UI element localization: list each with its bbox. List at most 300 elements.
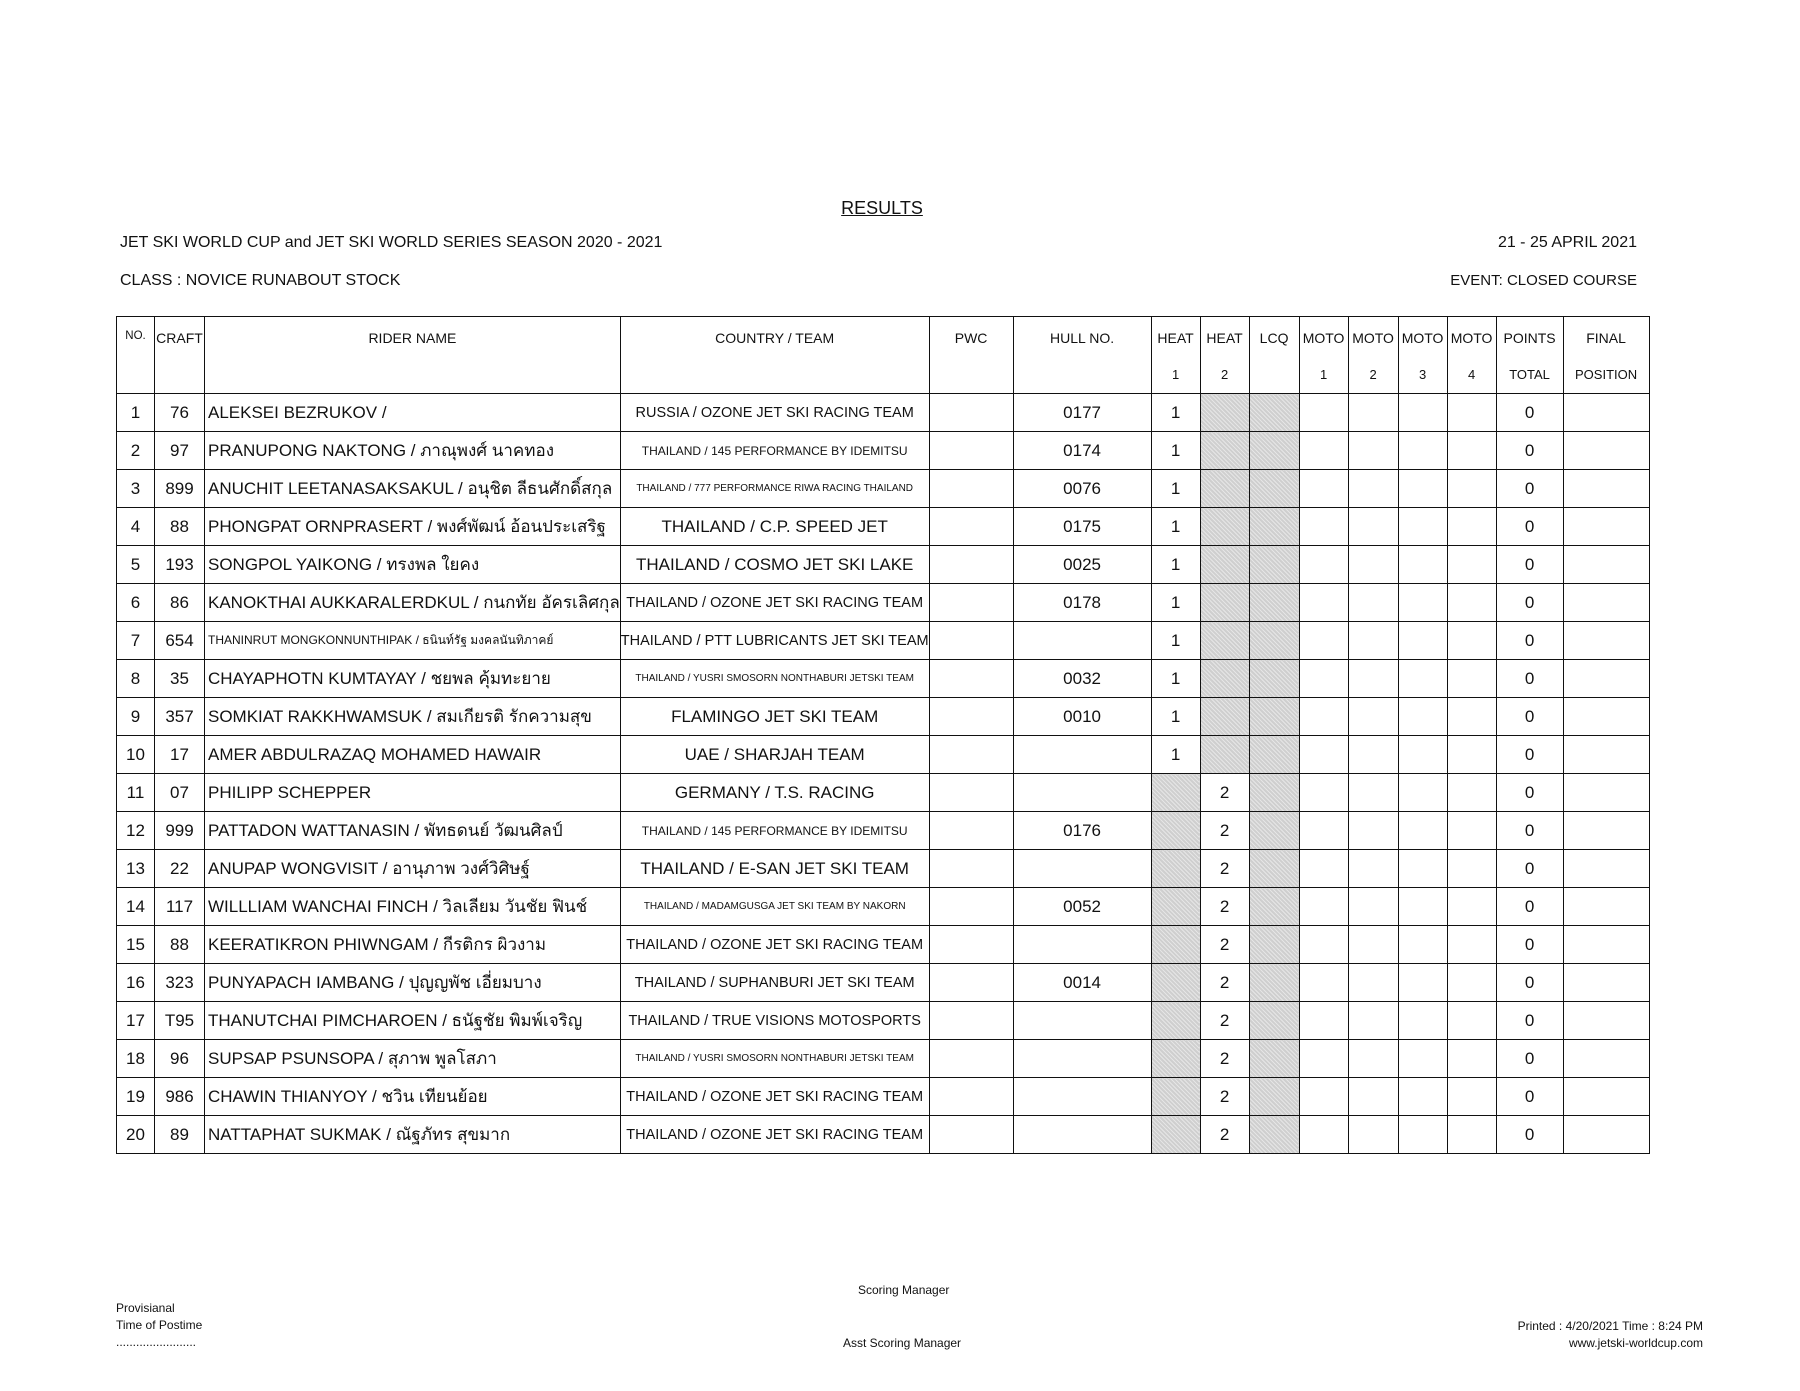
col-header-moto-1: MOTO 1 — [1299, 317, 1348, 394]
table-row — [117, 584, 1650, 622]
cell-no: 15 — [117, 926, 155, 964]
cell-craft: 117 — [155, 888, 205, 926]
results-table — [116, 316, 1650, 1154]
cell-moto-3 — [1398, 812, 1447, 850]
cell-no: 6 — [117, 584, 155, 622]
cell-moto-1 — [1299, 774, 1348, 812]
cell-rider-name: ALEKSEI BEZRUKOV / — [205, 394, 621, 432]
cell-lcq — [1249, 1078, 1299, 1116]
cell-lcq — [1249, 394, 1299, 432]
cell-final-position — [1563, 1040, 1649, 1078]
cell-craft: 323 — [155, 964, 205, 1002]
cell-final-position — [1563, 812, 1649, 850]
cell-pwc — [929, 660, 1013, 698]
cell-rider-name: SUPSAP PSUNSOPA / สุภาพ พูลโสภา — [205, 1040, 621, 1078]
cell-final-position — [1563, 470, 1649, 508]
cell-no: 18 — [117, 1040, 155, 1078]
cell-moto-1 — [1299, 698, 1348, 736]
cell-lcq — [1249, 432, 1299, 470]
cell-moto-4 — [1447, 698, 1496, 736]
cell-no: 4 — [117, 508, 155, 546]
col-header-country-team: COUNTRY / TEAM — [620, 317, 929, 394]
cell-moto-1 — [1299, 470, 1348, 508]
table-row — [117, 964, 1650, 1002]
cell-moto-4 — [1447, 1040, 1496, 1078]
cell-rider-name: NATTAPHAT SUKMAK / ณัฐภัทร สุขมาก — [205, 1116, 621, 1154]
cell-heat-2 — [1200, 508, 1249, 546]
table-row — [117, 850, 1650, 888]
cell-hull-no — [1013, 622, 1151, 660]
cell-heat-2 — [1200, 394, 1249, 432]
cell-moto-3 — [1398, 926, 1447, 964]
cell-lcq — [1249, 508, 1299, 546]
cell-moto-3 — [1398, 622, 1447, 660]
table-row — [117, 546, 1650, 584]
cell-country-team: THAILAND / MADAMGUSGA JET SKI TEAM BY NAKORN — [620, 888, 929, 926]
results-body — [117, 394, 1650, 1154]
cell-pwc — [929, 584, 1013, 622]
cell-moto-2 — [1348, 584, 1398, 622]
cell-rider-name: SOMKIAT RAKKHWAMSUK / สมเกียรติ รักความสุข — [205, 698, 621, 736]
cell-moto-1 — [1299, 1002, 1348, 1040]
cell-heat-2 — [1200, 546, 1249, 584]
cell-no: 20 — [117, 1116, 155, 1154]
cell-final-position — [1563, 964, 1649, 1002]
cell-heat-1: 1 — [1151, 470, 1200, 508]
event-type-label: EVENT: CLOSED COURSE — [1450, 272, 1637, 289]
cell-moto-2 — [1348, 698, 1398, 736]
cell-final-position — [1563, 850, 1649, 888]
cell-moto-3 — [1398, 660, 1447, 698]
cell-craft: 97 — [155, 432, 205, 470]
col-header-no: NO. — [117, 317, 155, 394]
cell-rider-name: PUNYAPACH IAMBANG / ปุญญพัช เอี่ยมบาง — [205, 964, 621, 1002]
cell-moto-4 — [1447, 964, 1496, 1002]
cell-final-position — [1563, 888, 1649, 926]
cell-country-team: FLAMINGO JET SKI TEAM — [620, 698, 929, 736]
table-row — [117, 1040, 1650, 1078]
cell-moto-1 — [1299, 584, 1348, 622]
cell-hull-no — [1013, 1002, 1151, 1040]
cell-final-position — [1563, 736, 1649, 774]
cell-no: 9 — [117, 698, 155, 736]
cell-craft: 999 — [155, 812, 205, 850]
cell-points-total: 0 — [1496, 964, 1563, 1002]
asst-scoring-manager-label: Asst Scoring Manager — [843, 1336, 962, 1350]
cell-country-team: THAILAND / OZONE JET SKI RACING TEAM — [620, 1116, 929, 1154]
cell-moto-4 — [1447, 888, 1496, 926]
printed-block — [1518, 1318, 1703, 1352]
cell-moto-1 — [1299, 888, 1348, 926]
cell-final-position — [1563, 660, 1649, 698]
cell-heat-2 — [1200, 622, 1249, 660]
cell-lcq — [1249, 926, 1299, 964]
cell-heat-1 — [1151, 964, 1200, 1002]
website-link: www.jetski-worldcup.com — [1568, 1336, 1703, 1350]
cell-moto-4 — [1447, 774, 1496, 812]
cell-moto-3 — [1398, 964, 1447, 1002]
signature-line: ........................ — [116, 1335, 197, 1349]
class-label: CLASS : NOVICE RUNABOUT STOCK — [120, 272, 401, 289]
cell-hull-no — [1013, 1078, 1151, 1116]
cell-pwc — [929, 888, 1013, 926]
cell-heat-1: 1 — [1151, 660, 1200, 698]
cell-hull-no: 0177 — [1013, 394, 1151, 432]
cell-heat-1 — [1151, 850, 1200, 888]
cell-no: 3 — [117, 470, 155, 508]
cell-no: 7 — [117, 622, 155, 660]
cell-moto-3 — [1398, 1078, 1447, 1116]
cell-heat-1: 1 — [1151, 736, 1200, 774]
cell-points-total: 0 — [1496, 850, 1563, 888]
cell-no: 19 — [117, 1078, 155, 1116]
table-row — [117, 774, 1650, 812]
table-row — [117, 1002, 1650, 1040]
cell-hull-no: 0052 — [1013, 888, 1151, 926]
cell-lcq — [1249, 698, 1299, 736]
cell-lcq — [1249, 1116, 1299, 1154]
table-row — [117, 470, 1650, 508]
cell-rider-name: WILLLIAM WANCHAI FINCH / วิลเลียม วันชัย ฟินช์ — [205, 888, 621, 926]
cell-pwc — [929, 470, 1013, 508]
cell-points-total: 0 — [1496, 736, 1563, 774]
cell-heat-1 — [1151, 774, 1200, 812]
cell-heat-1: 1 — [1151, 394, 1200, 432]
cell-moto-2 — [1348, 470, 1398, 508]
cell-moto-3 — [1398, 508, 1447, 546]
cell-heat-2: 2 — [1200, 1078, 1249, 1116]
cell-country-team: THAILAND / C.P. SPEED JET — [620, 508, 929, 546]
cell-country-team: THAILAND / 145 PERFORMANCE BY IDEMITSU — [620, 432, 929, 470]
cell-heat-1 — [1151, 888, 1200, 926]
cell-country-team: THAILAND / 145 PERFORMANCE BY IDEMITSU — [620, 812, 929, 850]
cell-lcq — [1249, 812, 1299, 850]
cell-moto-4 — [1447, 546, 1496, 584]
cell-rider-name: THANINRUT MONGKONNUNTHIPAK / ธนินท์รัฐ มงคลนันทิภาคย์ — [205, 622, 621, 660]
cell-lcq — [1249, 964, 1299, 1002]
cell-points-total: 0 — [1496, 584, 1563, 622]
cell-moto-1 — [1299, 850, 1348, 888]
cell-craft: 76 — [155, 394, 205, 432]
cell-moto-3 — [1398, 470, 1447, 508]
cell-lcq — [1249, 1040, 1299, 1078]
cell-craft: 88 — [155, 508, 205, 546]
cell-hull-no — [1013, 850, 1151, 888]
cell-country-team: THAILAND / E-SAN JET SKI TEAM — [620, 850, 929, 888]
cell-lcq — [1249, 736, 1299, 774]
cell-moto-4 — [1447, 432, 1496, 470]
cell-country-team: THAILAND / PTT LUBRICANTS JET SKI TEAM — [620, 622, 929, 660]
cell-pwc — [929, 508, 1013, 546]
cell-points-total: 0 — [1496, 926, 1563, 964]
cell-moto-1 — [1299, 1078, 1348, 1116]
cell-moto-2 — [1348, 850, 1398, 888]
cell-rider-name: PHONGPAT ORNPRASERT / พงศ์พัฒน์ อ้อนประเสริฐ — [205, 508, 621, 546]
cell-hull-no: 0178 — [1013, 584, 1151, 622]
cell-final-position — [1563, 622, 1649, 660]
cell-moto-4 — [1447, 1116, 1496, 1154]
col-header-rider-name: RIDER NAME — [205, 317, 621, 394]
cell-rider-name: PRANUPONG NAKTONG / ภาณุพงศ์ นาคทอง — [205, 432, 621, 470]
col-header-heat-1: HEAT 1 — [1151, 317, 1200, 394]
table-row — [117, 1078, 1650, 1116]
cell-moto-2 — [1348, 660, 1398, 698]
cell-hull-no: 0175 — [1013, 508, 1151, 546]
cell-hull-no — [1013, 1040, 1151, 1078]
cell-moto-1 — [1299, 394, 1348, 432]
cell-hull-no: 0174 — [1013, 432, 1151, 470]
cell-hull-no: 0176 — [1013, 812, 1151, 850]
cell-moto-2 — [1348, 432, 1398, 470]
cell-moto-3 — [1398, 1002, 1447, 1040]
cell-no: 17 — [117, 1002, 155, 1040]
table-row — [117, 432, 1650, 470]
cell-moto-3 — [1398, 888, 1447, 926]
cell-points-total: 0 — [1496, 508, 1563, 546]
cell-hull-no — [1013, 926, 1151, 964]
cell-hull-no — [1013, 1116, 1151, 1154]
cell-points-total: 0 — [1496, 1002, 1563, 1040]
cell-moto-2 — [1348, 1002, 1398, 1040]
cell-craft: 986 — [155, 1078, 205, 1116]
cell-lcq — [1249, 774, 1299, 812]
cell-moto-1 — [1299, 964, 1348, 1002]
cell-final-position — [1563, 1002, 1649, 1040]
cell-points-total: 0 — [1496, 1116, 1563, 1154]
cell-points-total: 0 — [1496, 1040, 1563, 1078]
cell-moto-4 — [1447, 470, 1496, 508]
cell-hull-no: 0076 — [1013, 470, 1151, 508]
cell-country-team: THAILAND / OZONE JET SKI RACING TEAM — [620, 584, 929, 622]
cell-heat-1 — [1151, 812, 1200, 850]
cell-no: 1 — [117, 394, 155, 432]
cell-no: 8 — [117, 660, 155, 698]
cell-heat-2: 2 — [1200, 812, 1249, 850]
cell-moto-4 — [1447, 584, 1496, 622]
cell-lcq — [1249, 470, 1299, 508]
cell-final-position — [1563, 926, 1649, 964]
table-row — [117, 394, 1650, 432]
table-row — [117, 622, 1650, 660]
header-row — [117, 317, 1650, 394]
cell-heat-2: 2 — [1200, 964, 1249, 1002]
cell-craft: 654 — [155, 622, 205, 660]
cell-final-position — [1563, 508, 1649, 546]
cell-heat-2: 2 — [1200, 1040, 1249, 1078]
cell-moto-2 — [1348, 812, 1398, 850]
cell-lcq — [1249, 888, 1299, 926]
cell-no: 13 — [117, 850, 155, 888]
cell-moto-4 — [1447, 736, 1496, 774]
cell-heat-1: 1 — [1151, 432, 1200, 470]
cell-craft: 86 — [155, 584, 205, 622]
table-row — [117, 888, 1650, 926]
cell-moto-2 — [1348, 888, 1398, 926]
cell-final-position — [1563, 698, 1649, 736]
cell-country-team: THAILAND / OZONE JET SKI RACING TEAM — [620, 1078, 929, 1116]
table-row — [117, 736, 1650, 774]
cell-craft: 899 — [155, 470, 205, 508]
table-row — [117, 812, 1650, 850]
cell-country-team: GERMANY / T.S. RACING — [620, 774, 929, 812]
cell-rider-name: ANUCHIT LEETANASAKSAKUL / อนุชิต ลีธนศักดิ์สกุล — [205, 470, 621, 508]
cell-final-position — [1563, 394, 1649, 432]
cell-rider-name: ANUPAP WONGVISIT / อานุภาพ วงศ์วิศิษฐ์ — [205, 850, 621, 888]
cell-moto-2 — [1348, 394, 1398, 432]
col-header-lcq: LCQ — [1249, 317, 1299, 394]
cell-points-total: 0 — [1496, 774, 1563, 812]
cell-heat-2 — [1200, 584, 1249, 622]
cell-pwc — [929, 1040, 1013, 1078]
cell-hull-no: 0032 — [1013, 660, 1151, 698]
cell-craft: T95 — [155, 1002, 205, 1040]
cell-points-total: 0 — [1496, 660, 1563, 698]
cell-heat-2: 2 — [1200, 850, 1249, 888]
table-row — [117, 926, 1650, 964]
cell-moto-4 — [1447, 1002, 1496, 1040]
cell-moto-2 — [1348, 926, 1398, 964]
cell-heat-1: 1 — [1151, 546, 1200, 584]
cell-heat-1: 1 — [1151, 622, 1200, 660]
cell-heat-2: 2 — [1200, 1002, 1249, 1040]
cell-no: 2 — [117, 432, 155, 470]
cell-moto-3 — [1398, 546, 1447, 584]
cell-craft: 357 — [155, 698, 205, 736]
cell-heat-2 — [1200, 432, 1249, 470]
cell-moto-2 — [1348, 736, 1398, 774]
cell-country-team: THAILAND / YUSRI SMOSORN NONTHABURI JETSKI TEAM — [620, 660, 929, 698]
cell-craft: 89 — [155, 1116, 205, 1154]
cell-moto-1 — [1299, 508, 1348, 546]
cell-craft: 35 — [155, 660, 205, 698]
cell-moto-2 — [1348, 964, 1398, 1002]
col-header-final-position: FINAL POSITION — [1563, 317, 1649, 394]
cell-country-team: THAILAND / COSMO JET SKI LAKE — [620, 546, 929, 584]
cell-moto-3 — [1398, 394, 1447, 432]
cell-craft: 96 — [155, 1040, 205, 1078]
cell-moto-2 — [1348, 1116, 1398, 1154]
cell-points-total: 0 — [1496, 546, 1563, 584]
cell-craft: 17 — [155, 736, 205, 774]
cell-heat-1: 1 — [1151, 584, 1200, 622]
cell-moto-1 — [1299, 660, 1348, 698]
cell-final-position — [1563, 774, 1649, 812]
cell-points-total: 0 — [1496, 470, 1563, 508]
cell-moto-3 — [1398, 584, 1447, 622]
cell-points-total: 0 — [1496, 812, 1563, 850]
cell-pwc — [929, 546, 1013, 584]
cell-points-total: 0 — [1496, 698, 1563, 736]
cell-moto-4 — [1447, 850, 1496, 888]
cell-moto-1 — [1299, 622, 1348, 660]
cell-heat-2: 2 — [1200, 1116, 1249, 1154]
cell-moto-2 — [1348, 546, 1398, 584]
cell-final-position — [1563, 1116, 1649, 1154]
cell-no: 16 — [117, 964, 155, 1002]
cell-heat-1: 1 — [1151, 508, 1200, 546]
provisional-block — [116, 1300, 202, 1351]
cell-lcq — [1249, 850, 1299, 888]
cell-moto-3 — [1398, 736, 1447, 774]
cell-points-total: 0 — [1496, 394, 1563, 432]
cell-hull-no — [1013, 774, 1151, 812]
cell-country-team: UAE / SHARJAH TEAM — [620, 736, 929, 774]
cell-moto-2 — [1348, 1040, 1398, 1078]
cell-heat-2 — [1200, 698, 1249, 736]
cell-no: 12 — [117, 812, 155, 850]
col-header-pwc: PWC — [929, 317, 1013, 394]
cell-pwc — [929, 736, 1013, 774]
cell-moto-3 — [1398, 698, 1447, 736]
table-row — [117, 660, 1650, 698]
cell-country-team: RUSSIA / OZONE JET SKI RACING TEAM — [620, 394, 929, 432]
cell-final-position — [1563, 432, 1649, 470]
cell-moto-3 — [1398, 432, 1447, 470]
cell-moto-2 — [1348, 774, 1398, 812]
event-name: JET SKI WORLD CUP and JET SKI WORLD SERIES SEASON 2020 - 2021 — [120, 234, 663, 251]
cell-hull-no — [1013, 736, 1151, 774]
cell-country-team: THAILAND / 777 PERFORMANCE RIWA RACING THAILAND — [620, 470, 929, 508]
cell-pwc — [929, 812, 1013, 850]
col-header-craft: CRAFT — [155, 317, 205, 394]
cell-rider-name: THANUTCHAI PIMCHAROEN / ธนัฐชัย พิมพ์เจริญ — [205, 1002, 621, 1040]
cell-heat-2: 2 — [1200, 774, 1249, 812]
cell-pwc — [929, 1002, 1013, 1040]
cell-heat-1 — [1151, 1040, 1200, 1078]
cell-moto-3 — [1398, 1116, 1447, 1154]
cell-pwc — [929, 1116, 1013, 1154]
cell-heat-2: 2 — [1200, 888, 1249, 926]
cell-heat-2: 2 — [1200, 926, 1249, 964]
cell-moto-4 — [1447, 508, 1496, 546]
scoring-manager-label: Scoring Manager — [858, 1283, 950, 1297]
col-header-heat-2: HEAT 2 — [1200, 317, 1249, 394]
event-dates: 21 - 25 APRIL 2021 — [1497, 234, 1637, 251]
cell-country-team: THAILAND / YUSRI SMOSORN NONTHABURI JETSKI TEAM — [620, 1040, 929, 1078]
cell-craft: 193 — [155, 546, 205, 584]
cell-pwc — [929, 774, 1013, 812]
cell-rider-name: KANOKTHAI AUKKARALERDKUL / กนกทัย อัครเลิศกุล — [205, 584, 621, 622]
cell-rider-name: CHAWIN THIANYOY / ชวิน เทียนย้อย — [205, 1078, 621, 1116]
col-header-moto-3: MOTO 3 — [1398, 317, 1447, 394]
cell-rider-name: PHILIPP SCHEPPER — [205, 774, 621, 812]
cell-points-total: 0 — [1496, 432, 1563, 470]
cell-no: 14 — [117, 888, 155, 926]
cell-no: 5 — [117, 546, 155, 584]
cell-lcq — [1249, 546, 1299, 584]
cell-final-position — [1563, 546, 1649, 584]
printed-timestamp: Printed : 4/20/2021 Time : 8:24 PM — [1517, 1319, 1703, 1333]
cell-pwc — [929, 926, 1013, 964]
cell-lcq — [1249, 660, 1299, 698]
col-header-hull-no: HULL NO. — [1013, 317, 1151, 394]
cell-moto-1 — [1299, 546, 1348, 584]
cell-heat-2 — [1200, 470, 1249, 508]
cell-moto-4 — [1447, 622, 1496, 660]
cell-moto-4 — [1447, 812, 1496, 850]
cell-country-team: THAILAND / SUPHANBURI JET SKI TEAM — [620, 964, 929, 1002]
cell-pwc — [929, 622, 1013, 660]
cell-moto-3 — [1398, 850, 1447, 888]
cell-hull-no: 0014 — [1013, 964, 1151, 1002]
cell-heat-1 — [1151, 1002, 1200, 1040]
col-header-points-total: POINTS TOTAL — [1496, 317, 1563, 394]
cell-moto-1 — [1299, 1116, 1348, 1154]
cell-pwc — [929, 964, 1013, 1002]
cell-rider-name: PATTADON WATTANASIN / พัทธดนย์ วัฒนศิลป์ — [205, 812, 621, 850]
cell-heat-2 — [1200, 660, 1249, 698]
cell-heat-1 — [1151, 1078, 1200, 1116]
